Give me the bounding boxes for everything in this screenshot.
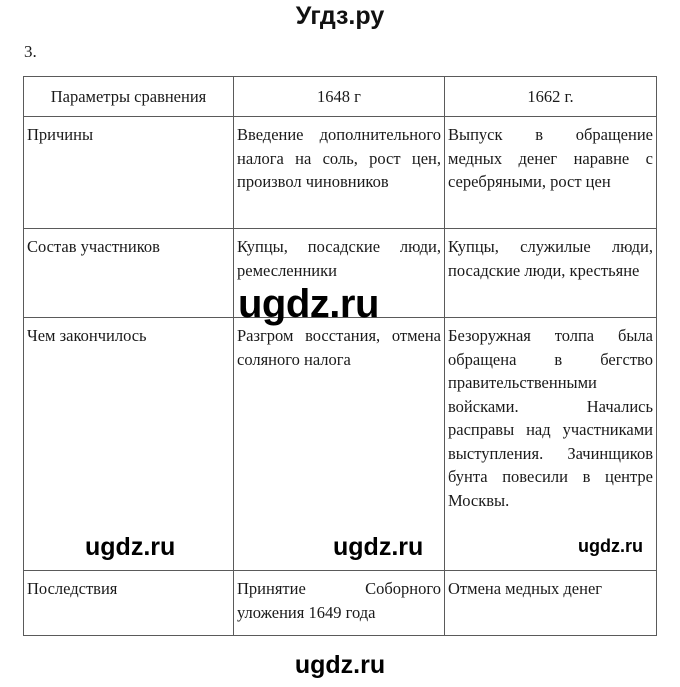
- watermark: ugdz.ru: [238, 282, 379, 326]
- watermark: ugdz.ru: [578, 536, 643, 556]
- site-title: Угдз.ру: [295, 2, 385, 30]
- watermark: ugdz.ru: [333, 533, 424, 561]
- header-cell: Параметры сравнения: [24, 77, 234, 117]
- header-cell: 1648 г: [234, 77, 445, 117]
- cell-1648: Принятие Соборного уложения 1649 года: [234, 571, 445, 636]
- watermark: ugdz.ru: [85, 533, 176, 561]
- parameter-cell: Состав участников: [24, 229, 234, 318]
- cell-1662: Отмена медных денег: [445, 571, 657, 636]
- cell-1662: Безоружная толпа была обращена в бегство правительственными войсками. Начались расправы над участниками выступления. Зачинщиков бунта повесили в центре Москвы.: [445, 318, 657, 571]
- cell-1662: Выпуск в обращение медных денег наравне с серебряными, рост цен: [445, 117, 657, 229]
- task-number: 3.: [24, 42, 37, 61]
- cell-1648: Купцы, посадские люди, ремесленники: [234, 229, 445, 318]
- parameter-cell: Причины: [24, 117, 234, 229]
- parameter-cell: Последствия: [24, 571, 234, 636]
- table-header-row: [24, 77, 657, 117]
- cell-1662: Купцы, служилые люди, посадские люди, крестьяне: [445, 229, 657, 318]
- table-row: [24, 117, 657, 229]
- table-row: [24, 571, 657, 636]
- parameter-cell: Чем закончилось: [24, 318, 234, 571]
- cell-1648: Введение дополнительного налога на соль, рост цен, произвол чиновников: [234, 117, 445, 229]
- cell-1648: Разгром восстания, отмена соляного налога: [234, 318, 445, 571]
- watermark-footer: ugdz.ru: [294, 651, 386, 679]
- header-cell: 1662 г.: [445, 77, 657, 117]
